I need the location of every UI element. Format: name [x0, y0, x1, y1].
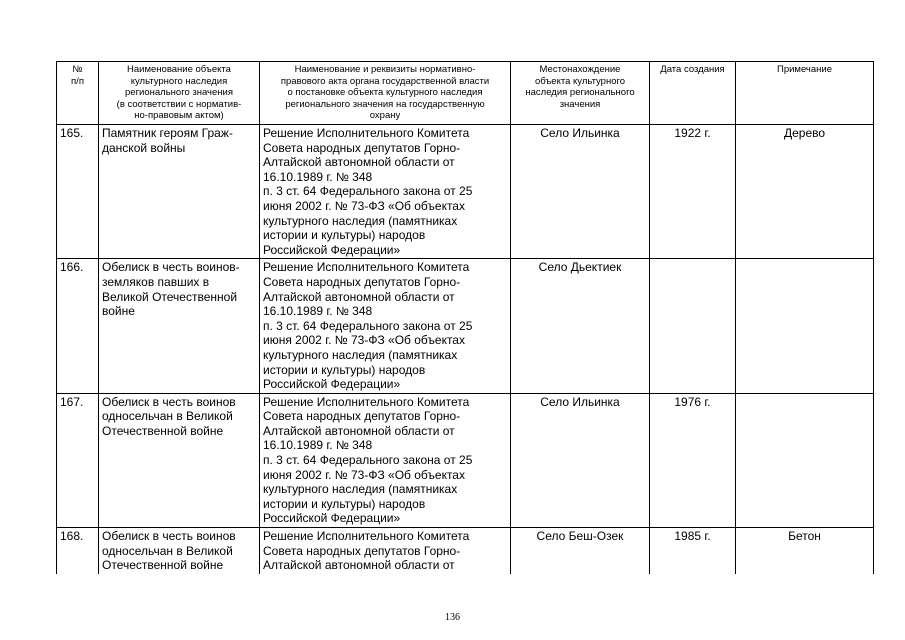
- table-header-row: [57, 62, 874, 125]
- text-line: Отечественной войне: [102, 423, 224, 438]
- text-line: односельчан в Великой: [102, 543, 233, 558]
- text-line: июня 2002 г. № 73-ФЗ «Об объектах: [263, 333, 465, 348]
- row-number: 166.: [57, 259, 99, 393]
- text-line: Решение Исполнительного Комитета: [263, 260, 470, 275]
- text-line: п/п: [71, 75, 84, 87]
- object-name: [99, 259, 260, 393]
- legal-act: [260, 259, 511, 393]
- creation-date: [650, 259, 736, 393]
- text-line: 16.10.1989 г. № 348: [263, 169, 373, 184]
- text-line: Совета народных депутатов Горно-: [263, 140, 461, 155]
- text-line: 16.10.1989 г. № 348: [263, 438, 373, 453]
- creation-date: 1985 г.: [650, 528, 736, 574]
- text-line: Обелиск в честь воинов: [102, 529, 236, 544]
- page-number: 136: [445, 612, 460, 623]
- text-line: истории и культуры) народов: [263, 228, 426, 243]
- text-line: Решение Исполнительного Комитета: [263, 126, 470, 140]
- text-line: Примечание: [777, 64, 832, 75]
- text-line: значения: [559, 98, 601, 110]
- text-line: Наименование и реквизиты нормативно-: [294, 64, 476, 75]
- text-line: истории и культуры) народов: [263, 496, 426, 511]
- creation-date: 1922 г.: [650, 125, 736, 259]
- legal-act: [260, 528, 511, 574]
- text-line: Наименование объекта: [127, 64, 231, 75]
- text-line: регионального значения: [125, 87, 233, 98]
- text-line: п. 3 ст. 64 Федерального закона от 25: [263, 184, 473, 199]
- text-line: Обелиск в честь воинов-: [102, 260, 240, 275]
- text-line: 16.10.1989 г. № 348: [263, 304, 373, 319]
- text-line: №: [72, 64, 83, 75]
- text-line: правового акта органа государственной власти: [280, 75, 490, 87]
- text-line: Памятник героям Граж-: [102, 126, 233, 140]
- header-creation-date: [650, 62, 736, 125]
- text-line: культурного наследия: [130, 75, 228, 87]
- text-line: (в соответствии с норматив-: [116, 98, 242, 110]
- text-line: Совета народных депутатов Горно-: [263, 409, 461, 424]
- text-line: односельчан в Великой: [102, 409, 233, 424]
- object-name: [99, 125, 260, 259]
- text-line: истории и культуры) народов: [263, 362, 426, 377]
- text-line: Алтайской автономной области от: [263, 558, 455, 573]
- row-number: 165.: [57, 125, 99, 259]
- text-line: Решение Исполнительного Комитета: [263, 394, 470, 409]
- text-line: культурного наследия (памятниках: [263, 347, 458, 362]
- text-line: июня 2002 г. № 73-ФЗ «Об объектах: [263, 198, 465, 213]
- text-line: Алтайской автономной области от: [263, 155, 455, 170]
- text-line: Дата создания: [660, 64, 725, 75]
- row-number: 167.: [57, 393, 99, 527]
- header-object-name: [99, 62, 260, 125]
- table-row: [57, 528, 874, 574]
- row-number: 168.: [57, 528, 99, 574]
- table-row: [57, 393, 874, 527]
- object-location: Село Дьектиек: [511, 259, 650, 393]
- text-line: Отечественной войне: [102, 558, 224, 573]
- object-location: Село Беш-Озек: [511, 528, 650, 574]
- text-line: объекта культурного: [534, 75, 626, 87]
- creation-date: 1976 г.: [650, 393, 736, 527]
- table-row: [57, 125, 874, 259]
- note: Бетон: [736, 528, 874, 574]
- object-location: Село Ильинка: [511, 125, 650, 259]
- text-line: Алтайской автономной области от: [263, 289, 455, 304]
- note: [736, 393, 874, 527]
- text-line: п. 3 ст. 64 Федерального закона от 25: [263, 453, 473, 468]
- heritage-register-table: [56, 61, 874, 574]
- text-line: Решение Исполнительного Комитета: [263, 529, 470, 544]
- text-line: но-правовым актом): [134, 110, 224, 121]
- text-line: земляков павших в: [102, 274, 210, 289]
- text-line: Российской Федерации»: [263, 377, 401, 392]
- text-line: июня 2002 г. № 73-ФЗ «Об объектах: [263, 467, 465, 482]
- text-line: культурного наследия (памятниках: [263, 482, 458, 497]
- text-line: Обелиск в честь воинов: [102, 394, 236, 409]
- note: [736, 259, 874, 393]
- text-line: наследия регионального: [525, 87, 635, 98]
- text-line: Российской Федерации»: [263, 242, 401, 257]
- text-line: Великой Отечественной: [102, 289, 238, 304]
- text-line: о постановке объекта культурного наследия: [287, 87, 483, 98]
- note: Дерево: [736, 125, 874, 259]
- header-legal-act: [260, 62, 511, 125]
- text-line: Алтайской автономной области от: [263, 423, 455, 438]
- legal-act: [260, 393, 511, 527]
- text-line: войне: [102, 304, 135, 319]
- header-note: [736, 62, 874, 125]
- header-location: [511, 62, 650, 125]
- object-name: [99, 393, 260, 527]
- text-line: Местонахождение: [539, 64, 621, 75]
- text-line: Российской Федерации»: [263, 511, 401, 526]
- text-line: регионального значения на государственную: [285, 98, 485, 110]
- text-line: охрану: [369, 110, 401, 121]
- object-name: [99, 528, 260, 574]
- table-row: [57, 259, 874, 393]
- text-line: данской войны: [102, 140, 186, 155]
- text-line: Совета народных депутатов Горно-: [263, 543, 461, 558]
- object-location: Село Ильинка: [511, 393, 650, 527]
- legal-act: [260, 125, 511, 259]
- text-line: культурного наследия (памятниках: [263, 213, 458, 228]
- text-line: Совета народных депутатов Горно-: [263, 274, 461, 289]
- text-line: п. 3 ст. 64 Федерального закона от 25: [263, 318, 473, 333]
- header-num: [57, 62, 99, 125]
